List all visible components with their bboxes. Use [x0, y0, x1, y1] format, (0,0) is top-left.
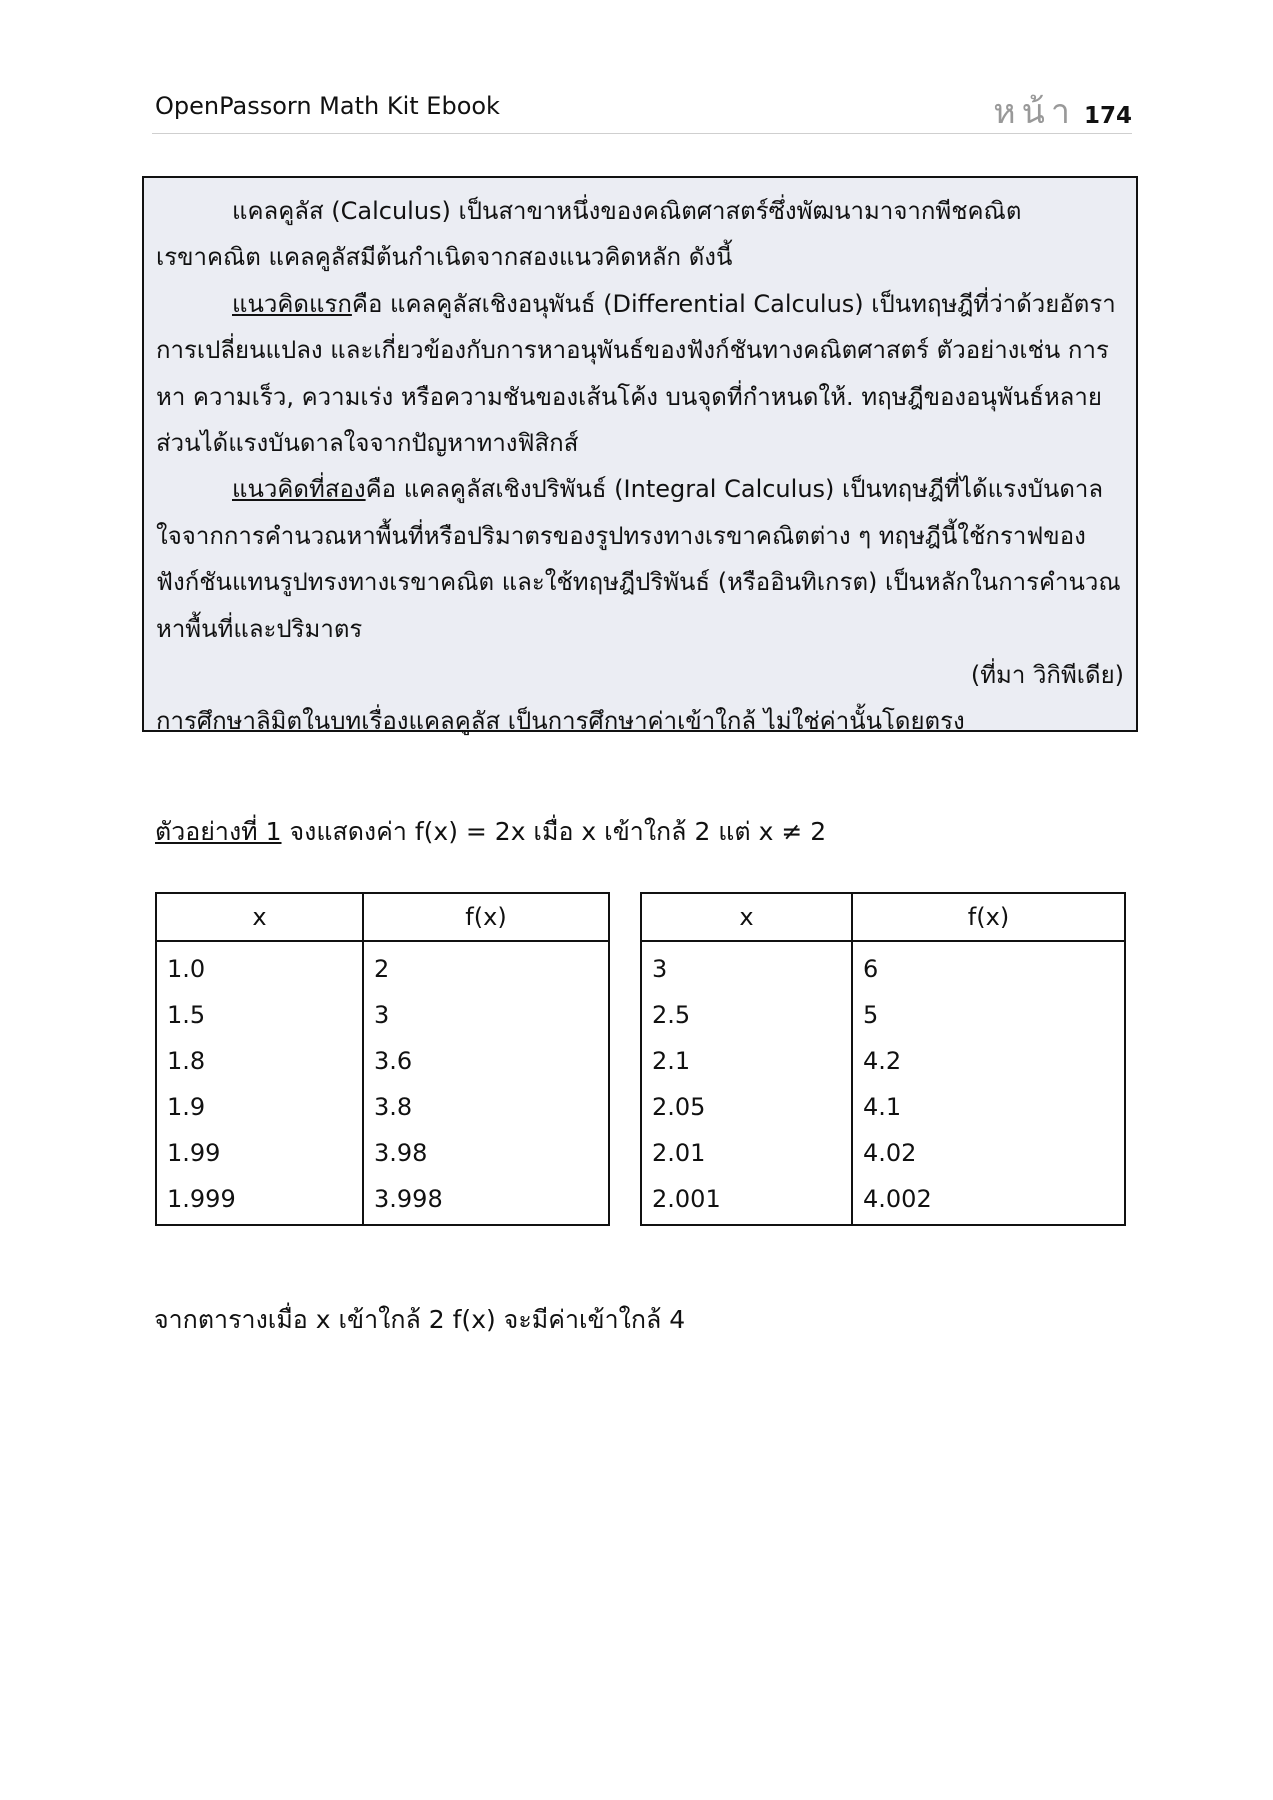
limit-note: การศึกษาลิมิตในบทเรื่องแคลคูลัส เป็นการศึกษาค่าเข้าใกล้ ไม่ใช่ค่านั้นโดยตรง: [156, 707, 965, 736]
concept-1-label: แนวคิดแรก: [232, 289, 352, 318]
table-row: [641, 1130, 1125, 1176]
concept-2-label: แนวคิดที่สอง: [232, 475, 366, 504]
x-cell: 2.5: [641, 992, 852, 1038]
table-row: [156, 1176, 609, 1225]
x-cell: 2.001: [641, 1176, 852, 1225]
x-cell: 2.05: [641, 1084, 852, 1130]
intro-paragraph-1: แคลคูลัส (Calculus) เป็นสาขาหนึ่งของคณิตศาสตร์ซึ่งพัฒนามาจากพีชคณิต เรขาคณิต แคลคูลัสมีต้นกำเนิดจากสองแนวคิดหลัก ดังนี้: [156, 197, 1022, 272]
table-row: [641, 1084, 1125, 1130]
table-row: [641, 992, 1125, 1038]
x-cell: 1.999: [156, 1176, 363, 1225]
column-header-x: x: [641, 893, 852, 941]
source-citation: (ที่มา วิกิพีเดีย): [970, 661, 1124, 690]
intro-box: [142, 176, 1138, 736]
page-label: หน้า: [993, 92, 1076, 132]
table-row: [641, 1176, 1125, 1225]
table-row: [641, 1038, 1125, 1084]
table-row: [641, 941, 1125, 992]
table-row: [156, 941, 609, 992]
x-cell: 1.99: [156, 1130, 363, 1176]
example-label: ตัวอย่างที่ 1: [155, 817, 282, 846]
concept-1-text: คือ แคลคูลัสเชิงอนุพันธ์ (Differential Calculus) เป็นทฤษฎีที่ว่าด้วยอัตราการเปลี่ยนแปลง และเกี่ยวข้องกับการหาอนุพันธ์ของฟังก์ชันทางคณิตศาสตร์ ตัวอย่างเช่น การหา ความเร็ว, ความเร่ง หรือความชันของเส้นโค้ง บนจุดที่กำหนดให้. ทฤษฎีของอนุพันธ์หลายส่วนได้แรงบันดาลใจจากปัญหาทางฟิสิกส์: [156, 289, 1116, 458]
example-heading: [155, 812, 826, 852]
fx-cell: 3.8: [363, 1084, 609, 1130]
x-cell: 1.9: [156, 1084, 363, 1130]
x-cell: 3: [641, 941, 852, 992]
values-table-left: [155, 892, 610, 1226]
page-header: [152, 88, 1132, 132]
fx-cell: 4.002: [852, 1176, 1125, 1225]
x-cell: 2.01: [641, 1130, 852, 1176]
x-cell: 1.5: [156, 992, 363, 1038]
page-indicator: [993, 84, 1132, 138]
fx-cell: 2: [363, 941, 609, 992]
intro-paragraph-2: [156, 281, 1124, 467]
header-divider: [152, 133, 1132, 134]
fx-cell: 3: [363, 992, 609, 1038]
x-cell: 2.1: [641, 1038, 852, 1084]
fx-cell: 4.2: [852, 1038, 1125, 1084]
table-row: [156, 992, 609, 1038]
fx-cell: 4.1: [852, 1084, 1125, 1130]
x-cell: 1.8: [156, 1038, 363, 1084]
ebook-title: OpenPassorn Math Kit Ebook: [155, 92, 500, 120]
x-cell: 1.0: [156, 941, 363, 992]
fx-cell: 6: [852, 941, 1125, 992]
table-row: [156, 1084, 609, 1130]
values-table-right: [640, 892, 1126, 1226]
fx-cell: 3.998: [363, 1176, 609, 1225]
column-header-fx: f(x): [852, 893, 1125, 941]
table-row: [156, 1130, 609, 1176]
intro-paragraph-3: [156, 466, 1124, 652]
conclusion-text: จากตารางเมื่อ x เข้าใกล้ 2 f(x) จะมีค่าเข้าใกล้ 4: [154, 1305, 686, 1334]
column-header-x: x: [156, 893, 363, 941]
fx-cell: 3.6: [363, 1038, 609, 1084]
example-text: จงแสดงค่า f(x) = 2x เมื่อ x เข้าใกล้ 2 แต่ x ≠ 2: [281, 817, 827, 846]
fx-cell: 3.98: [363, 1130, 609, 1176]
page-number: 174: [1083, 103, 1132, 129]
fx-cell: 5: [852, 992, 1125, 1038]
fx-cell: 4.02: [852, 1130, 1125, 1176]
concept-2-text: คือ แคลคูลัสเชิงปริพันธ์ (Integral Calculus) เป็นทฤษฎีที่ได้แรงบันดาลใจจากการคำนวณหาพื้นที่หรือปริมาตรของรูปทรงทางเรขาคณิตต่าง ๆ ทฤษฎีนี้ใช้กราฟของฟังก์ชันแทนรูปทรงทางเรขาคณิต และใช้ทฤษฎีปริพันธ์ (หรืออินทิเกรต) เป็นหลักในการคำนวณหาพื้นที่และปริมาตร: [156, 475, 1121, 643]
column-header-fx: f(x): [363, 893, 609, 941]
table-row: [156, 1038, 609, 1084]
